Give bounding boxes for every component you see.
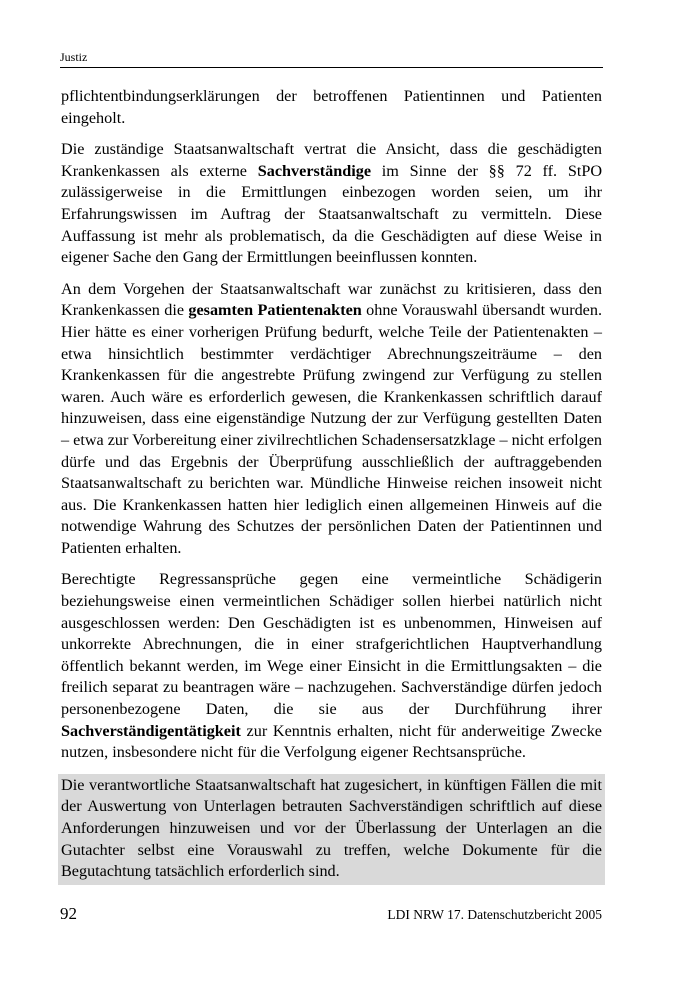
keyword-sachverstaendigentaetigkeit: Sachverständigentätigkeit xyxy=(61,721,241,740)
paragraph-3 xyxy=(61,279,602,560)
keyword-sachverstaendige: Sachverständige xyxy=(257,161,372,180)
paragraph-2-post: im Sinne der §§ 72 ff. StPO zulässigerweise in die Ermittlungen einbezogen worden seien, um ihr Erfahrungswissen im Auftrag der Staatsanwaltschaft zu vermitteln. Diese Auffassung ist mehr als problematisch, da die Geschädigten auf diese Weise in eigener Sache den Gang der Ermittlungen beeinflussen konnten. xyxy=(61,161,603,267)
paragraph-4-post: zur Kenntnis erhalten, nicht für anderweitige Zwecke nutzen, insbesondere nicht für die Verfolgung eigener Rechtsansprüche. xyxy=(61,721,602,762)
body-text xyxy=(61,86,602,895)
shaded-conclusion-paragraph: Die verantwortliche Staatsanwaltschaft hat zugesichert, in künftigen Fällen die mit der Auswertung von Unterlagen betrauten Sachverständigen schriftlich auf diese Anforderungen hinzuweisen und vor der Überlassung der Unterlagen an die Gutachter selbst eine Vorauswahl zu treffen, welche Dokumente für die Begutachtung tatsächlich erforderlich sind. xyxy=(58,774,605,885)
paragraph-4-pre: Berechtigte Regressansprüche gegen eine vermeintliche Schädigerin beziehungsweise einen vermeintlichen Schädiger sollen hierbei natürlich nicht ausgeschlossen werden: Den Geschädigten ist es unbenommen, Hinweisen auf unkorrekte Abrechnungen, die in einer strafgerichtlichen Hauptverhandlung öffentlich bekannt werden, im Wege einer Einsicht in die Ermittlungsakten – die freilich separat zu beantragen wäre – nachzugehen. Sachverständige dürfen jedoch personenbezogene Daten, die sie aus der Durchführung ihrer xyxy=(61,570,602,719)
report-title: LDI NRW 17. Datenschutzbericht 2005 xyxy=(387,907,602,922)
paragraph-4 xyxy=(61,569,602,763)
paragraph-1: pflichtentbindungserklärungen der betroffenen Patientinnen und Patienten eingeholt. xyxy=(61,87,602,127)
running-head xyxy=(60,50,603,68)
paragraph-2 xyxy=(61,139,602,269)
keyword-gesamte-patientenakten: gesamten Patientenakten xyxy=(188,301,362,320)
paragraph-2-pre: Die zuständige Staatsanwaltschaft vertrat die Ansicht, dass die geschädigten Krankenkassen als externe xyxy=(61,140,602,180)
paragraph-3-pre: An dem Vorgehen der Staatsanwaltschaft war zunächst zu kritisieren, dass den Krankenkassen die xyxy=(61,279,602,320)
section-title: Justiz xyxy=(60,50,88,64)
page-number: 92 xyxy=(60,904,77,923)
paragraph-3-post: ohne Vorauswahl übersandt wurden. Hier hätte es einer vorherigen Prüfung bedurft, welche Teile der Patientenakten – etwa hinsichtlich bestimmter verdächtiger Abrechnungszeiträume – den Krankenkassen für die angestrebte Prüfung zwingend zur Verfügung zu stellen waren. Auch wäre es erforderlich gewesen, die Krankenkassen schriftlich darauf hinzuweisen, dass eine eigenständige Nutzung der zur Verfügung gestellten Daten – etwa zur Vorbereitung einer zivilrechtlichen Schadensersatzklage – nicht erfolgen dürfe und das Ergebnis der Überprüfung ausschließlich der auftraggebenden Staatsanwaltschaft zu berichten war. Mündliche Hinweise reichen insoweit nicht aus. Die Krankenkassen hatten hier lediglich einen allgemeinen Hinweis auf die notwendige Wahrung des Schutzes der persönlichen Daten der Patientinnen und Patienten erhalten. xyxy=(61,301,603,557)
